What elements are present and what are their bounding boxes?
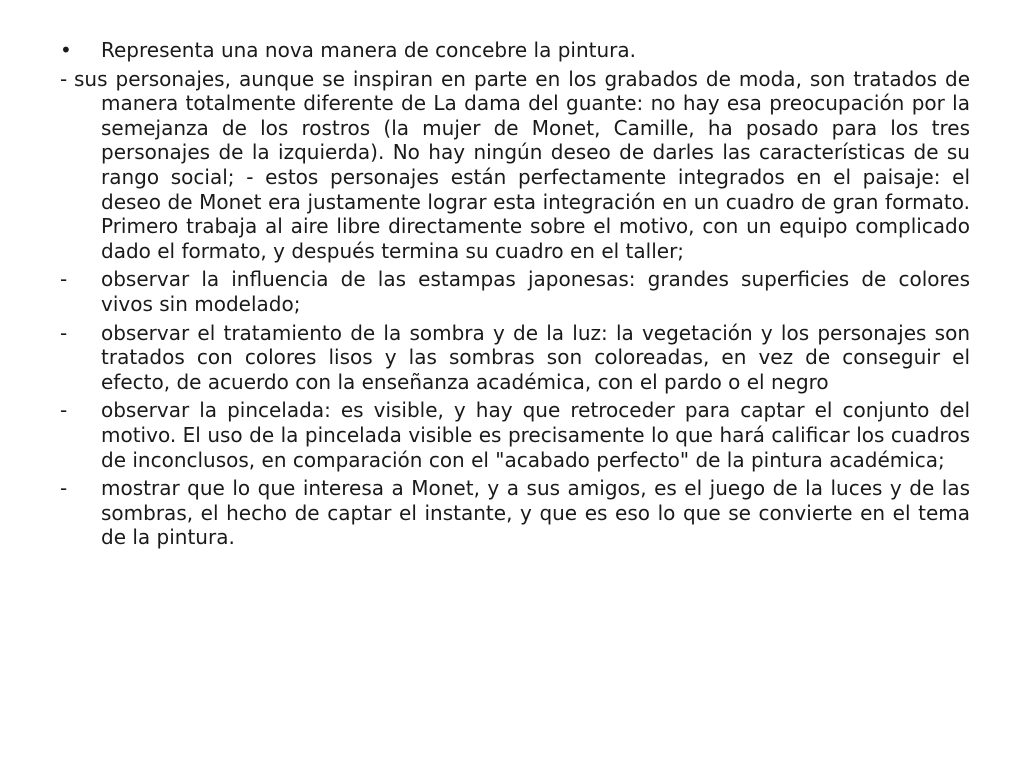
dash-text-personajes: sus personajes, aunque se inspiran en parte en los grabados de moda, son tratados de manera totalmente diferente de La dama del guante: no hay esa preocupación por la semejanza de los rostros (la mujer de Monet, Camille, ha posado para los tres personajes de la izquierda). No hay ningún deseo de darles las características de su rango social; - estos personajes están perfectamente integrados en el paisaje: el deseo de Monet era justamente lograr esta integración en un cuadro de gran formato. Primero trabaja al aire libre directamente sobre el motivo, con un equipo complicado dado el formato, y después termina su cuadro en el taller; — [74, 66, 970, 263]
bullet-text-intro: Representa una nova manera de concebre la pintura. — [101, 38, 636, 62]
dash-item-monet — [60, 476, 970, 550]
dash-text-pincelada: observar la pincelada: es visible, y hay que retroceder para captar el conjunto del motivo. El uso de la pincelada visible es precisamente lo que hará calificar los cuadros de inconclusos, en comparación con el "acabado perfecto" de la pintura académica; — [101, 398, 970, 472]
dash-marker: - — [60, 66, 68, 91]
dash-item-sombra-luz — [60, 321, 970, 395]
dash-item-estampas — [60, 267, 970, 316]
dash-marker: - — [60, 267, 68, 292]
slide-body — [60, 38, 970, 554]
dash-text-monet: mostrar que lo que interesa a Monet, y a sus amigos, es el juego de la luces y de las sombras, el hecho de captar el instante, y que es eso lo que se convierte en el tema de la pintura. — [101, 476, 970, 550]
dash-marker: - — [60, 398, 68, 423]
dash-item-personajes — [60, 67, 970, 264]
dash-text-sombra-luz: observar el tratamiento de la sombra y de la luz: la vegetación y los personajes son tratados con colores lisos y las sombras son coloreadas, en vez de conseguir el efecto, de acuerdo con la enseñanza académica, con el pardo o el negro — [101, 320, 970, 394]
dash-marker: - — [60, 320, 68, 345]
dash-item-pincelada — [60, 398, 970, 472]
dash-marker: - — [60, 476, 68, 501]
bullet-item-intro — [60, 38, 970, 63]
dash-text-estampas: observar la influencia de las estampas japonesas: grandes superficies de colores vivos sin modelado; — [101, 267, 970, 316]
bullet-marker: • — [60, 38, 72, 62]
